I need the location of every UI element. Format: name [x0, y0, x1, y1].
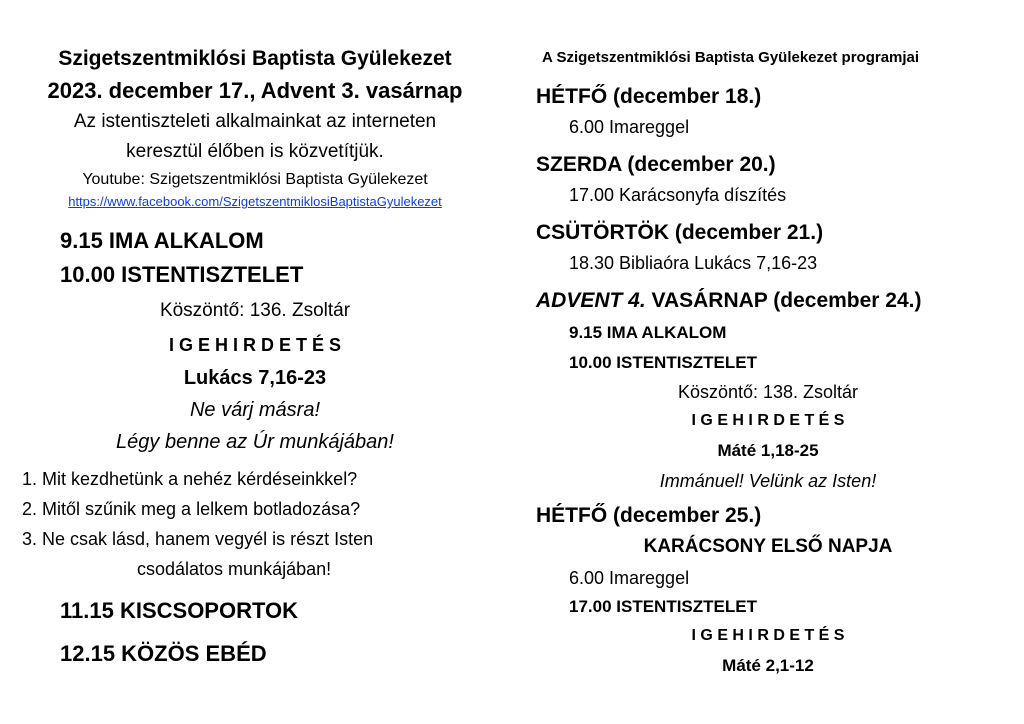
program-item: 6.00 Imareggel [569, 117, 690, 137]
sermon-point: 1. Mit kezdhetünk a nehéz kérdéseinkkel? [22, 469, 358, 489]
youtube-channel: Youtube: Szigetszentmiklósi Baptista Gyülekezet [82, 171, 428, 188]
sermon-point: 2. Mitől szűnik meg a lelkem botladozása? [22, 499, 361, 519]
church-name: Szigetszentmiklósi Baptista Gyülekezet [58, 47, 452, 70]
christmas-service-time: 17.00 ISTENTISZTELET [569, 597, 757, 616]
sermon-label: I G E H I R D E T É S [168, 335, 342, 355]
advent-sermon-label: I G E H I R D E T É S [691, 412, 845, 429]
sermon-scripture: Lukács 7,16-23 [183, 367, 327, 389]
lunch-time: 12.15 KÖZÖS EBÉD [60, 641, 267, 666]
christmas-sermon-scripture: Máté 2,1-12 [722, 656, 814, 675]
advent-label: ADVENT 4. [536, 289, 646, 312]
day-monday-18: HÉTFŐ (december 18.) [536, 85, 762, 108]
advent-sermon-scripture: Máté 1,18-25 [717, 441, 819, 460]
sermon-title-line-2: Légy benne az Úr munkájában! [116, 431, 394, 453]
day-monday-25: HÉTFŐ (december 25.) [536, 504, 762, 527]
program-item: 17.00 Karácsonyfa díszítés [569, 185, 787, 205]
day-thursday-21: CSÜTÖRTÖK (december 21.) [536, 221, 824, 244]
advent-service-time: 10.00 ISTENTISZTELET [569, 353, 757, 372]
broadcast-line-1: Az istentiszteleti alkalmainkat az interneten [73, 111, 437, 132]
christmas-day-label: KARÁCSONY ELSŐ NAPJA [643, 536, 893, 557]
program-item: 6.00 Imareggel [569, 568, 690, 588]
service-time: 10.00 ISTENTISZTELET [60, 262, 304, 287]
service-date: 2023. december 17., Advent 3. vasárnap [47, 78, 463, 103]
facebook-link[interactable]: https://www.facebook.com/SzigetszentmiklosiBaptistaGyulekezet [68, 194, 442, 209]
advent-greeting-psalm: Köszöntő: 138. Zsoltár [677, 382, 859, 402]
day-advent-4-sunday [536, 290, 922, 311]
advent-day-label: VASÁRNAP (december 24.) [645, 289, 922, 312]
advent-sermon-title: Immánuel! Velünk az Isten! [659, 471, 877, 491]
sermon-point: 3. Ne csak lásd, hanem vegyél is részt Isten [22, 529, 374, 549]
sermon-point-continuation: csodálatos munkájában! [137, 559, 332, 579]
christmas-sermon-label: I G E H I R D E T É S [691, 627, 845, 644]
day-wednesday-20: SZERDA (december 20.) [536, 153, 776, 176]
advent-prayer-time: 9.15 IMA ALKALOM [569, 323, 727, 342]
broadcast-line-2: keresztül élőben is közvetítjük. [126, 141, 384, 162]
sermon-title-line-1: Ne várj másra! [189, 399, 321, 421]
program-item: 18.30 Bibliaóra Lukács 7,16-23 [569, 253, 818, 273]
small-groups-time: 11.15 KISCSOPORTOK [60, 598, 299, 623]
programs-heading: A Szigetszentmiklósi Baptista Gyülekezet programjai [542, 49, 920, 66]
prayer-time: 9.15 IMA ALKALOM [60, 228, 264, 253]
greeting-psalm: Köszöntő: 136. Zsoltár [159, 300, 351, 321]
